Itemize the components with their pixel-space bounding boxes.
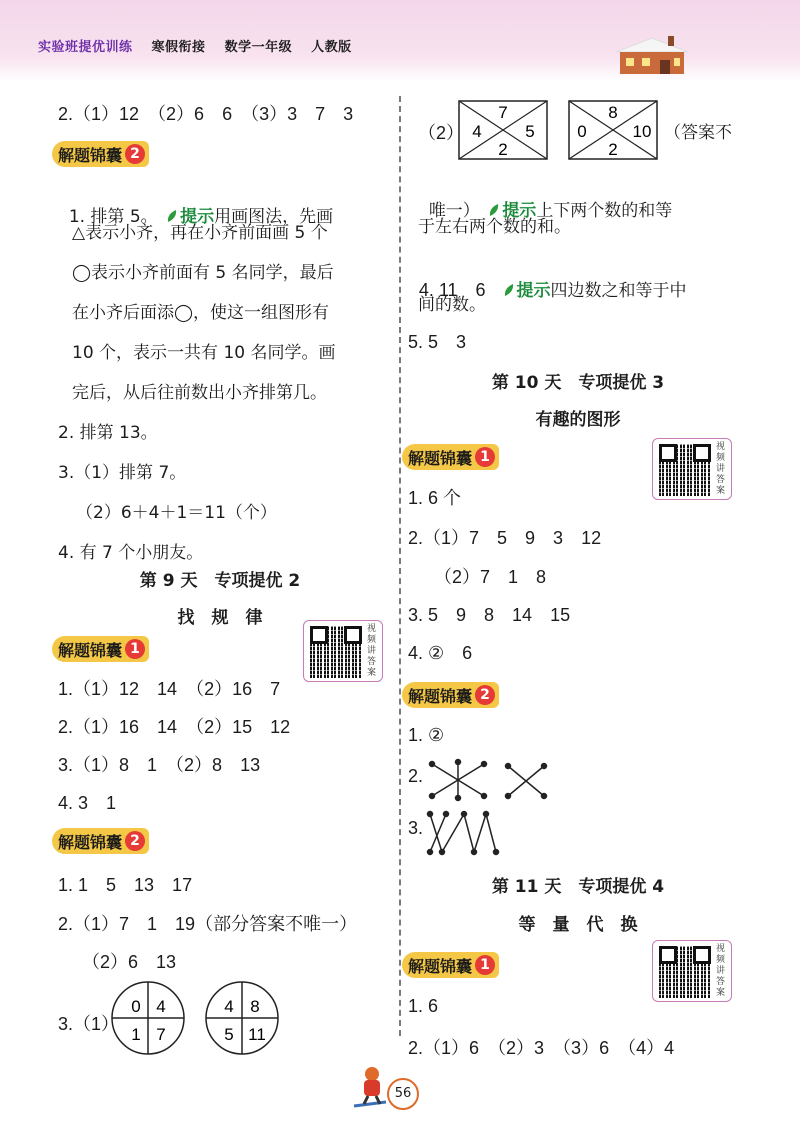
section-badge: [402, 952, 499, 978]
circle-cell: 4: [156, 997, 166, 1016]
box-bottom: 2: [608, 140, 618, 159]
answer-line: 2.: [408, 766, 424, 786]
qr-code[interactable]: [659, 946, 711, 998]
answer-line: （2）: [418, 123, 465, 143]
answer-line: 2.（1）16 14 （2）15 12: [58, 717, 291, 737]
answer-line: （2）7 1 8: [434, 567, 547, 587]
circle-diagram-2: [206, 982, 278, 1054]
leaf-icon: [503, 282, 515, 298]
qr-code[interactable]: [310, 626, 362, 678]
house-illustration: [612, 34, 692, 76]
answer-line: 4. ② 6: [408, 643, 473, 663]
answer-line: 10 个，表示一共有 10 名同学。画: [72, 343, 336, 363]
box-top: 7: [498, 103, 508, 122]
answer-line: （答案不: [664, 123, 732, 143]
day-heading: 第 9 天 专项提优 2: [139, 571, 301, 591]
answer-text: 1. 排第 5。: [68, 207, 150, 227]
qr-label: 视频讲答案: [716, 442, 726, 496]
answer-line: 4. 3 1: [58, 793, 117, 813]
answer-text: 上下两个数的和等: [536, 201, 673, 221]
answer-line: 2.（1）7 5 9 3 12: [408, 528, 602, 548]
day-title: 找 规 律: [177, 608, 263, 628]
qr-label: 视频讲答案: [367, 624, 377, 678]
badge-label: 解题锦囊: [58, 640, 123, 660]
answer-line: 3.: [408, 818, 424, 838]
badge-label: 解题锦囊: [58, 145, 123, 165]
badge-label: 解题锦囊: [58, 832, 123, 852]
circle-cell: 5: [224, 1025, 234, 1044]
badge-number: 2: [125, 144, 145, 164]
answer-line: 2.（1）12 （2）6 6 （3）3 7 3: [58, 104, 354, 124]
answer-line: 1. 6: [408, 996, 439, 1016]
qr-label: 视频讲答案: [716, 944, 726, 998]
answer-line: ◯表示小齐前面有 5 名同学，最后: [72, 263, 334, 283]
circle-cell: 1: [131, 1025, 141, 1044]
answer-line: 2. 排第 13。: [58, 423, 158, 443]
header-part2: 数学一年级: [224, 40, 293, 55]
answer-line: 4. 有 7 个小朋友。: [58, 543, 204, 563]
answer-text: 用画图法，先画: [214, 207, 334, 227]
section-badge: [52, 828, 149, 854]
section-badge: [52, 141, 149, 167]
section-badge: [402, 444, 499, 470]
circle-cell: 0: [131, 997, 141, 1016]
answer-line: 3.（1）8 1 （2）8 13: [58, 755, 261, 775]
answer-line: △表示小齐，再在小齐前面画 5 个: [72, 223, 328, 243]
badge-number: 1: [125, 639, 145, 659]
hint-label: 提示: [180, 207, 215, 227]
answer-line: 在小齐后面添◯，使这一组图形有: [72, 303, 330, 323]
answer-line: 3. 5 9 8 14 15: [408, 605, 571, 625]
hint-label: 提示: [516, 281, 551, 301]
answer-line: 2.（1）7 1 19（部分答案不唯一）: [58, 914, 358, 934]
qr-code-card[interactable]: [303, 620, 383, 682]
day-title: 有趣的图形: [535, 410, 621, 430]
cross-box-2: [568, 100, 662, 162]
header-part1: 寒假衔接: [151, 40, 206, 55]
answer-line: 1.（1）12 14 （2）16 7: [58, 679, 281, 699]
box-top: 8: [608, 103, 618, 122]
qr-code-card[interactable]: [652, 940, 732, 1002]
circle-diagram-1: [112, 982, 184, 1054]
answer-line: 完后，从后往前数出小齐排第几。: [72, 383, 327, 403]
section-badge: [52, 636, 149, 662]
qr-code[interactable]: [659, 444, 711, 496]
header-brand: 实验班提优训练: [38, 40, 133, 55]
circle-diagrams: [110, 980, 290, 1060]
circle-cell: 11: [248, 1025, 266, 1044]
box-right: 10: [632, 122, 652, 141]
badge-label: 解题锦囊: [408, 448, 473, 468]
day-heading: 第 11 天 专项提优 4: [491, 877, 665, 897]
circle-cell: 7: [156, 1025, 166, 1044]
page-header: [0, 0, 800, 82]
answer-text: 四边数之和等于中: [550, 281, 687, 301]
hint-label: 提示: [502, 201, 537, 221]
badge-number: 1: [475, 955, 495, 975]
answer-line: （2）6 13: [82, 952, 177, 972]
answer-line: 3.（1）排第 7。: [58, 463, 187, 483]
answer-line: 5. 5 3: [408, 332, 467, 352]
answer-line: 1. 1 5 13 17: [58, 875, 193, 895]
answer-line: （2）6＋4＋1＝11（个）: [76, 503, 277, 523]
answer-text: 唯一）: [428, 201, 472, 221]
cross-box-1: [458, 100, 552, 162]
box-bottom: 2: [498, 140, 508, 159]
qr-code-card[interactable]: [652, 438, 732, 500]
answer-line: 1. ②: [408, 725, 445, 745]
day-title: 等 量 代 换: [518, 915, 638, 935]
answer-line: 间的数。: [418, 295, 486, 315]
circle-cell: 4: [224, 997, 234, 1016]
box-left: 0: [577, 122, 587, 141]
line-diagram-2: [424, 806, 514, 860]
answer-line: 1. 6 个: [408, 488, 462, 508]
answer-line: 于左右两个数的和。: [418, 217, 571, 237]
line-diagram-1: [426, 758, 556, 804]
header-text: [38, 36, 366, 55]
answer-line: 2.（1）6 （2）3 （3）6 （4）4: [408, 1038, 675, 1058]
circle-cell: 8: [250, 997, 260, 1016]
section-badge: [402, 682, 499, 708]
skier-icon: [350, 1064, 390, 1112]
box-left: 4: [472, 122, 482, 141]
header-part3: 人教版: [311, 40, 352, 55]
answer-line: 3.（1）: [58, 1014, 120, 1034]
box-right: 5: [525, 122, 535, 141]
badge-number: 2: [125, 831, 145, 851]
column-divider: [399, 96, 401, 1036]
badge-label: 解题锦囊: [408, 686, 473, 706]
badge-label: 解题锦囊: [408, 956, 473, 976]
day-heading: 第 10 天 专项提优 3: [491, 373, 665, 393]
badge-number: 1: [475, 447, 495, 467]
page-number: 56: [387, 1078, 419, 1110]
badge-number: 2: [475, 685, 495, 705]
answer-text: 4. 11 6: [418, 280, 486, 300]
